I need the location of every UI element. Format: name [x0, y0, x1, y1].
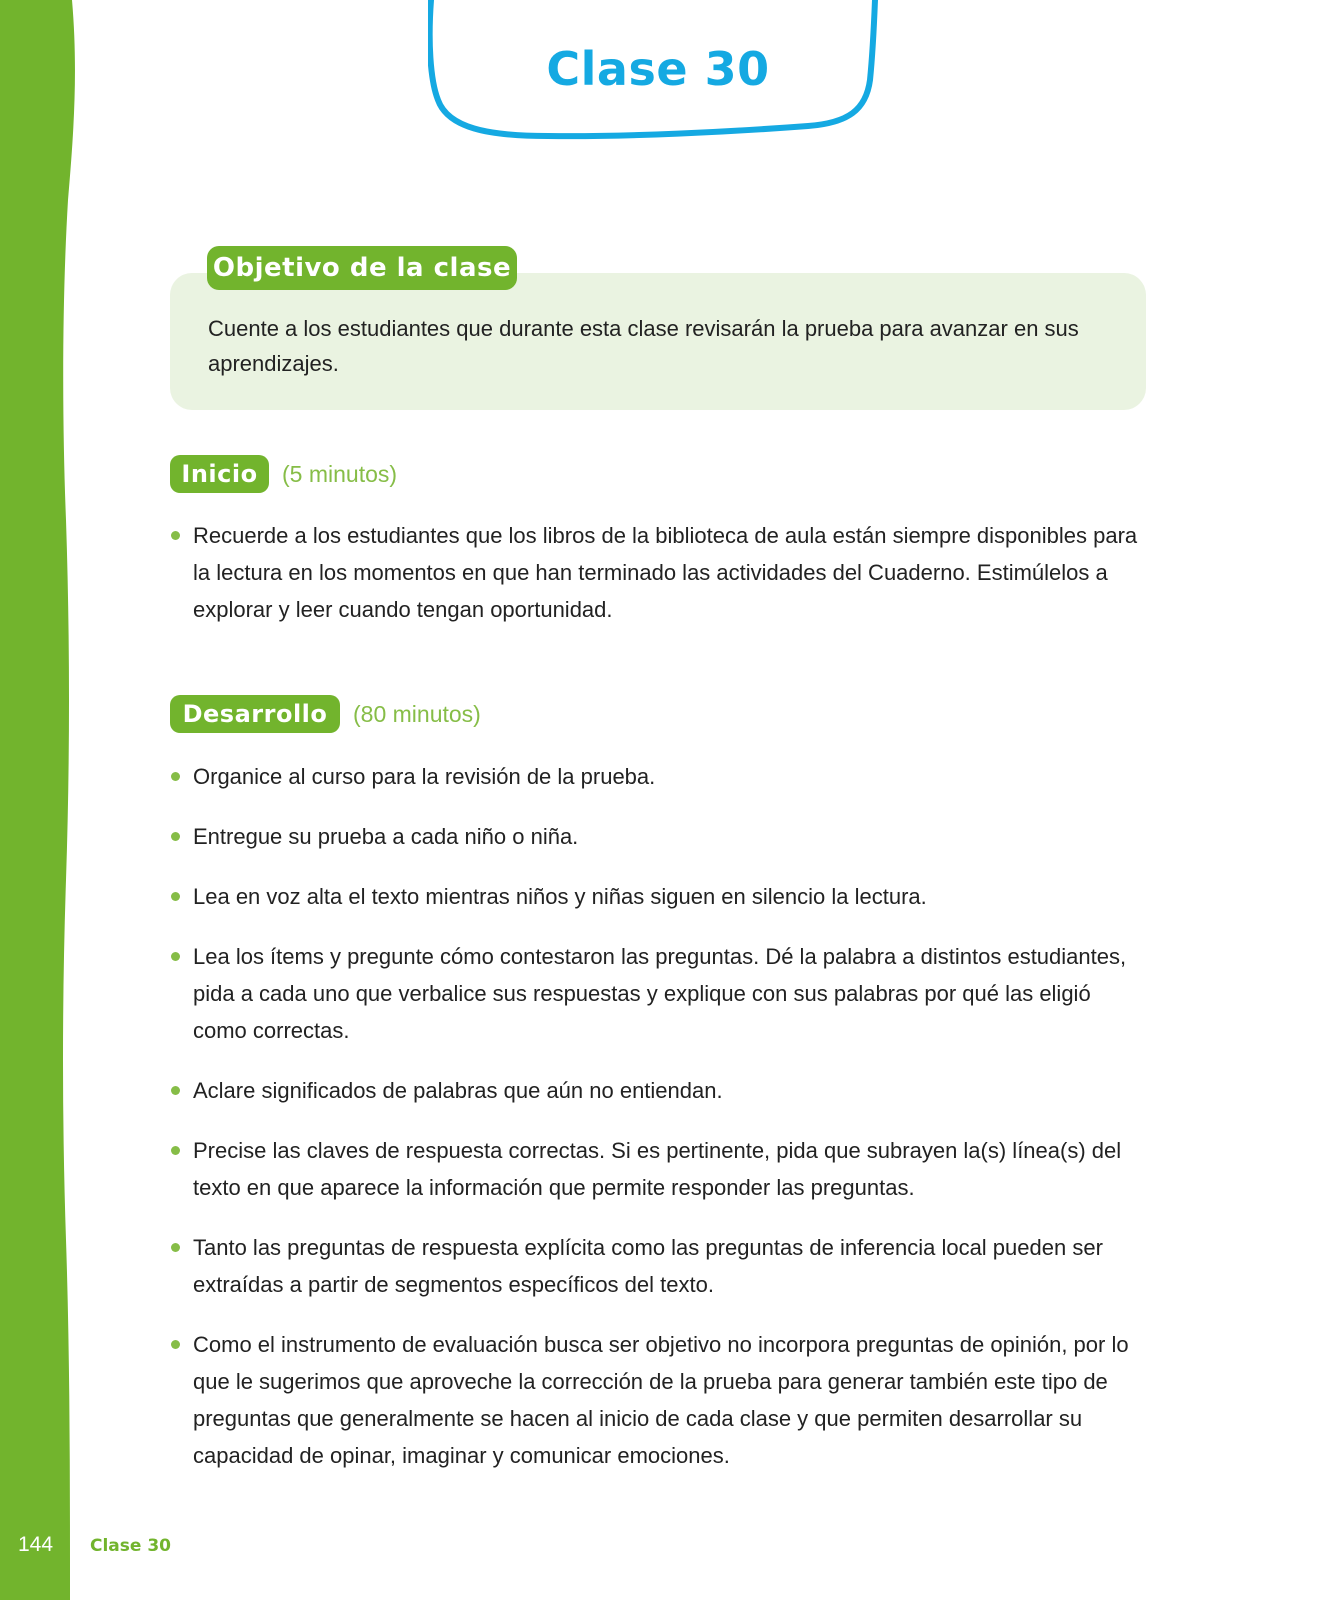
list-item-text: Precise las claves de respuesta correctas. Si es pertinente, pida que subrayen la(s) línea(s) del texto en que aparece la información que permite responder las preguntas.	[193, 1138, 1122, 1200]
list-item-text: Como el instrumento de evaluación busca ser objetivo no incorpora preguntas de opinión, por lo que le sugerimos que aproveche la corrección de la prueba para generar también este tipo de preguntas que generalmente se hacen al inicio de cada clase y que permiten desarrollar su capacidad de opinar, imaginar y comunicar emociones.	[193, 1332, 1129, 1468]
list-item	[170, 818, 1150, 855]
objective-text: Cuente a los estudiantes que durante esta clase revisarán la prueba para avanzar en sus aprendizajes.	[208, 316, 1079, 376]
inicio-time: (5 minutos)	[282, 460, 398, 487]
list-item	[170, 517, 1150, 628]
list-item-text: Tanto las preguntas de respuesta explícita como las preguntas de inferencia local pueden ser extraídas a partir de segmentos específicos del texto.	[193, 1235, 1103, 1297]
inicio-label: Inicio	[170, 455, 269, 493]
list-item	[170, 938, 1150, 1049]
list-item-text: Lea en voz alta el texto mientras niños y niñas siguen en silencio la lectura.	[193, 884, 927, 909]
list-item-text: Organice al curso para la revisión de la prueba.	[193, 764, 656, 789]
desarrollo-header	[170, 695, 481, 733]
list-item-text: Recuerde a los estudiantes que los libros de la biblioteca de aula están siempre disponibles para la lectura en los momentos en que han terminado las actividades del Cuaderno. Estimúlelos a explorar y leer cuando tengan oportunidad.	[193, 523, 1138, 622]
objective-label: Objetivo de la clase	[207, 246, 517, 290]
class-title-tab	[428, 0, 888, 145]
bullet-dot	[171, 772, 180, 781]
left-green-band	[0, 0, 80, 1600]
list-item	[170, 1229, 1150, 1303]
inicio-list	[170, 517, 1150, 628]
list-item	[170, 1072, 1150, 1109]
inicio-header	[170, 455, 397, 493]
list-item	[170, 878, 1150, 915]
bullet-dot	[171, 952, 180, 961]
footer-class-label: Clase 30	[90, 1536, 171, 1556]
bullet-dot	[171, 1146, 180, 1155]
list-item	[170, 1326, 1150, 1474]
page-title: Clase 30	[546, 42, 770, 96]
list-item-text: Aclare significados de palabras que aún no entiendan.	[193, 1078, 723, 1103]
bullet-dot	[171, 832, 180, 841]
desarrollo-label: Desarrollo	[170, 695, 340, 733]
list-item	[170, 758, 1150, 795]
desarrollo-list	[170, 758, 1150, 1497]
bullet-dot	[171, 892, 180, 901]
bullet-dot	[171, 1340, 180, 1349]
list-item-text: Entregue su prueba a cada niño o niña.	[193, 824, 579, 849]
list-item	[170, 1132, 1150, 1206]
bullet-dot	[171, 531, 180, 540]
bullet-dot	[171, 1243, 180, 1252]
page-number: 144	[18, 1533, 54, 1556]
desarrollo-time: (80 minutos)	[353, 700, 481, 727]
bullet-dot	[171, 1086, 180, 1095]
list-item-text: Lea los ítems y pregunte cómo contestaron las preguntas. Dé la palabra a distintos estudiantes, pida a cada uno que verbalice sus respuestas y explique con sus palabras por qué las eligió como correctas.	[193, 944, 1127, 1043]
